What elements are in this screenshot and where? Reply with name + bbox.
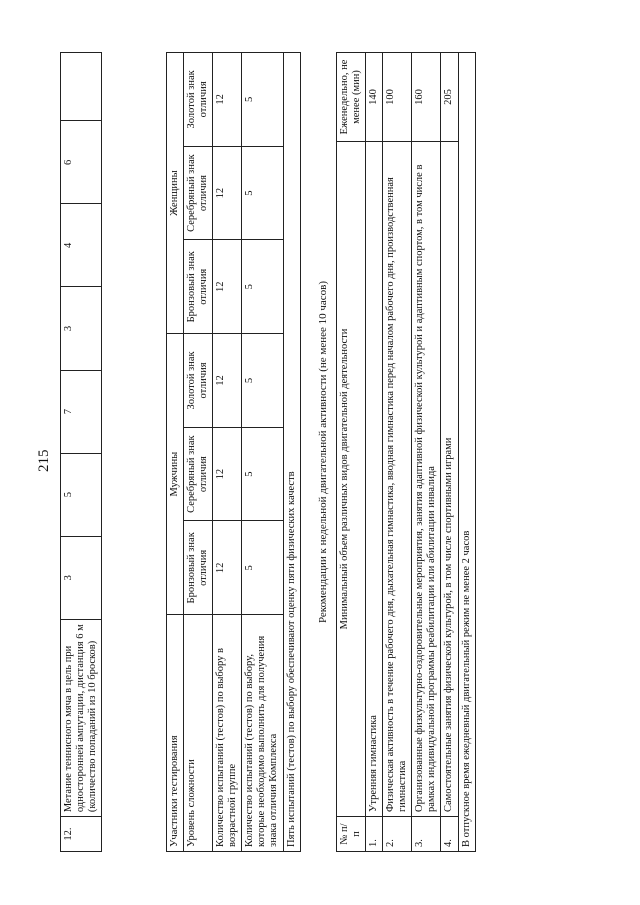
activity-cell: Физическая активность в течение рабочего дня, дыхательная гимнастика, вводная гимнастика перед началом рабочего дня, производственная гимнастика xyxy=(383,142,412,817)
value-cell: 5 xyxy=(242,521,283,615)
weekly-header: Еженедельно, не менее (мин) xyxy=(337,53,366,142)
value-cell: 5 xyxy=(61,453,102,536)
test-name: Метание теннисного мяча в цель при односторонней ампутации, дистанция 6 м (количество попаданий из 10 бросков) xyxy=(61,619,102,816)
minutes-cell: 100 xyxy=(383,53,412,142)
value-cell: 5 xyxy=(242,146,283,240)
table-row xyxy=(61,53,102,852)
value-cell: 3 xyxy=(61,536,102,619)
participants-label: Участники тестирования xyxy=(167,615,184,852)
value-cell: 5 xyxy=(242,53,283,147)
table-row xyxy=(337,53,366,852)
minutes-cell: 140 xyxy=(366,53,383,142)
minutes-cell: 205 xyxy=(441,53,458,142)
table-footer-note: Пять испытаний (тестов) по выбору обеспечивают оценку пяти физических качеств xyxy=(283,53,300,852)
value-cell: 5 xyxy=(242,240,283,334)
activity-cell: Утренняя гимнастика xyxy=(366,142,383,817)
page-number: 215 xyxy=(36,449,52,472)
empty-cell xyxy=(61,53,102,121)
row-number: 12. xyxy=(61,817,102,852)
table-footer-note: В отпускное время ежедневный двигательный режим не менее 2 часов xyxy=(458,53,475,852)
difficulty-label: Уровень сложности xyxy=(184,615,213,852)
table-row xyxy=(412,53,441,852)
activity-cell: Организованные физкультурно-оздоровительные мероприятия, занятия адаптивной физической культурой и адаптивным спортом, в том числе в рамках индивидуальной программы реабилитации или абилитации инвалида xyxy=(412,142,441,817)
value-cell: 6 xyxy=(61,121,102,204)
rotated-page-content xyxy=(36,52,520,852)
value-cell: 3 xyxy=(61,287,102,370)
test-table-continuation xyxy=(60,52,102,852)
value-cell: 4 xyxy=(61,204,102,287)
value-cell: 5 xyxy=(242,427,283,521)
value-cell: 12 xyxy=(213,334,242,428)
num-header: № п/п xyxy=(337,817,366,852)
value-cell: 12 xyxy=(213,53,242,147)
value-cell: 7 xyxy=(61,370,102,453)
table-row xyxy=(242,53,283,852)
recommendations-title: Рекомендации к недельной двигательной активности (не менее 10 часов) xyxy=(317,280,329,624)
table-row xyxy=(167,53,184,852)
activity-cell: Самостоятельные занятия физической культурой, в том числе спортивными играми xyxy=(441,142,458,817)
table-row xyxy=(441,53,458,852)
level-header: Бронзовый знак отличия xyxy=(184,240,213,334)
row-number: 2. xyxy=(383,817,412,852)
row-number: 1. xyxy=(366,817,383,852)
row-label: Количество испытаний (тестов) по выбору в возрастной группе xyxy=(213,615,242,852)
recommendations-table xyxy=(336,52,476,852)
level-header: Золотой знак отличия xyxy=(184,53,213,147)
level-header: Серебряный знак отличия xyxy=(184,146,213,240)
row-label: Количество испытаний (тестов) по выбору, которые необходимо выполнить для получения знака отличия Комплекса xyxy=(242,615,283,852)
level-header: Золотой знак отличия xyxy=(184,334,213,428)
value-cell: 12 xyxy=(213,146,242,240)
value-cell: 12 xyxy=(213,521,242,615)
value-cell: 12 xyxy=(213,427,242,521)
row-number: 4. xyxy=(441,817,458,852)
minutes-cell: 160 xyxy=(412,53,441,142)
men-header: Мужчины xyxy=(167,334,184,615)
table-row xyxy=(458,53,475,852)
level-header: Бронзовый знак отличия xyxy=(184,521,213,615)
table-row xyxy=(366,53,383,852)
table-row xyxy=(213,53,242,852)
activity-header: Минимальный объем различных видов двигательной деятельности xyxy=(337,142,366,817)
table-row xyxy=(184,53,213,852)
table-row xyxy=(283,53,300,852)
table-row xyxy=(383,53,412,852)
value-cell: 12 xyxy=(213,240,242,334)
row-number: 3. xyxy=(412,817,441,852)
level-header: Серебряный знак отличия xyxy=(184,427,213,521)
difficulty-table xyxy=(166,52,301,852)
women-header: Женщины xyxy=(167,53,184,334)
value-cell: 5 xyxy=(242,334,283,428)
